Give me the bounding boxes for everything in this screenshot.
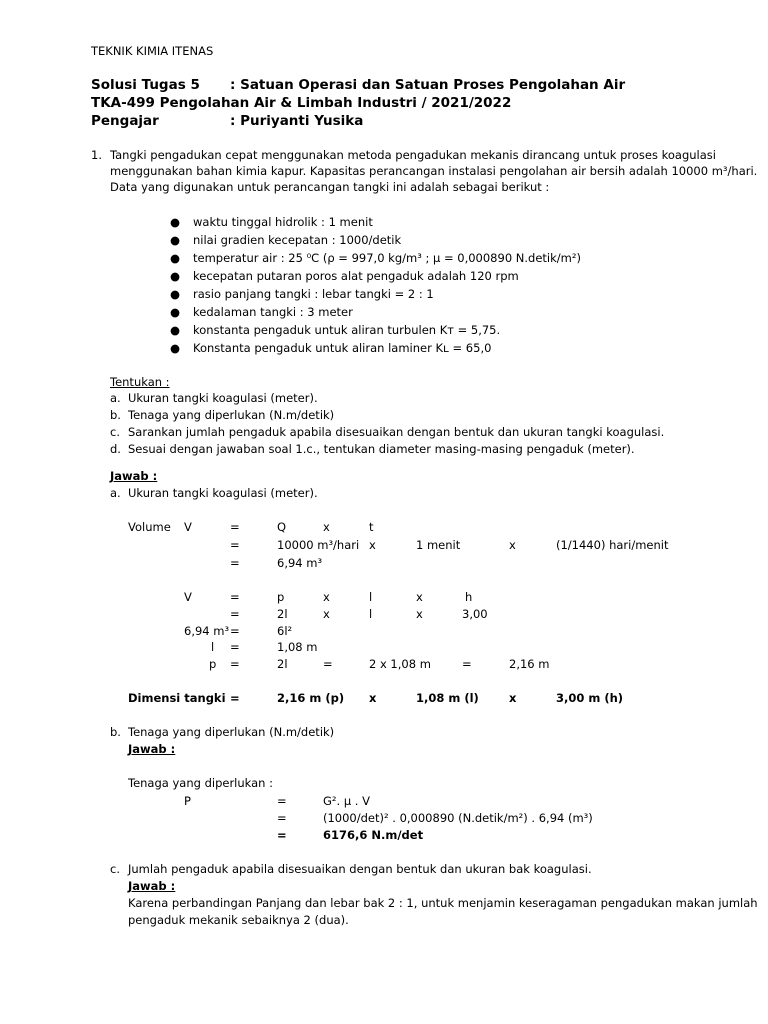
calc-value: 2 x 1,08 m xyxy=(369,657,431,671)
calc-value: 1,08 m xyxy=(277,640,318,654)
title-label: Solusi Tugas 5 xyxy=(91,77,200,93)
tentukan-item-label: b. xyxy=(110,408,121,422)
question-line-1: Tangki pengadukan cepat menggunakan metoda pengadukan mekanis dirancang untuk proses koagulasi xyxy=(110,148,716,162)
calc-equals: = xyxy=(230,657,240,671)
calc-equals: = xyxy=(230,607,240,621)
calc-operator: x xyxy=(323,520,330,534)
list-item: nilai gradien kecepatan : 1000/detik xyxy=(193,233,402,247)
answer-c-line-2: pengaduk mekanik sebaiknya 2 (dua). xyxy=(128,913,349,927)
list-item: Konstanta pengaduk untuk aliran laminer Kʟ = 65,0 xyxy=(193,341,492,355)
calc-symbol: l xyxy=(369,590,373,604)
tentukan-item: Ukuran tangki koagulasi (meter). xyxy=(128,391,318,405)
calc-value: 2l xyxy=(277,607,288,621)
tentukan-item: Tenaga yang diperlukan (N.m/detik) xyxy=(128,408,335,422)
tentukan-item: Sarankan jumlah pengaduk apabila disesuaikan dengan bentuk dan ukuran tangki koagulasi. xyxy=(128,425,665,439)
dimension-operator: x xyxy=(509,691,517,705)
calc-equals: = xyxy=(230,520,240,534)
tentukan-item-label: a. xyxy=(110,391,121,405)
calc-value: 6,94 m³ xyxy=(277,556,323,570)
calc-volume-label: Volume xyxy=(128,520,171,534)
answer-b-jawab: Jawab : xyxy=(128,742,176,756)
calc-equals: = xyxy=(230,590,240,604)
question-number: 1. xyxy=(91,148,102,162)
calc-symbol: p xyxy=(277,590,285,604)
calc-equals: = xyxy=(323,657,333,671)
list-item: rasio panjang tangki : lebar tangki = 2 : 1 xyxy=(193,287,434,301)
dimension-width: 1,08 m (l) xyxy=(416,691,479,705)
answer-a-label: a. xyxy=(110,486,121,500)
dimension-label: Dimensi tangki xyxy=(128,691,226,705)
list-item: kedalaman tangki : 3 meter xyxy=(193,305,353,319)
answer-c-text: Jumlah pengaduk apabila disesuaikan dengan bentuk dan ukuran bak koagulasi. xyxy=(128,862,592,876)
question-line-2: menggunakan bahan kimia kapur. Kapasitas perancangan instalasi pengolahan air bersih adalah 10000 m³/hari. xyxy=(110,164,758,178)
calc-symbol: t xyxy=(369,520,374,534)
list-item: kecepatan putaran poros alat pengaduk adalah 120 rpm xyxy=(193,269,519,283)
bullet-icon: ● xyxy=(170,233,181,247)
dimension-height: 3,00 m (h) xyxy=(556,691,624,705)
answer-b-text: Tenaga yang diperlukan (N.m/detik) xyxy=(128,725,335,739)
title-value: : Satuan Operasi dan Satuan Proses Pengolahan Air xyxy=(230,77,626,93)
tentukan-heading: Tentukan : xyxy=(110,375,170,389)
calc-symbol: l xyxy=(211,640,215,654)
calc-symbol: Q xyxy=(277,520,287,534)
calc-operator: x xyxy=(416,590,423,604)
calc-value: 2,16 m xyxy=(509,657,550,671)
answer-c-line-1: Karena perbandingan Panjang dan lebar bak 2 : 1, untuk menjamin keseragaman pengadukan makan jumlah xyxy=(128,896,758,910)
power-symbol: P xyxy=(184,794,191,808)
calc-value: (1/1440) hari/menit xyxy=(556,538,669,552)
calc-value: 6l² xyxy=(277,624,293,638)
bullet-icon: ● xyxy=(170,323,181,337)
calc-equals: = xyxy=(230,556,240,570)
dimension-length: 2,16 m (p) xyxy=(277,691,345,705)
list-item: waktu tinggal hidrolik : 1 menit xyxy=(193,215,373,229)
calc-value: 1 menit xyxy=(416,538,461,552)
calc-value: 2l xyxy=(277,657,288,671)
calc-equals: = xyxy=(230,640,240,654)
calc-symbol: V xyxy=(184,590,192,604)
bullet-icon: ● xyxy=(170,251,181,265)
tentukan-item-label: c. xyxy=(110,425,120,439)
bullet-icon: ● xyxy=(170,341,181,355)
answer-c-label: c. xyxy=(110,862,120,876)
power-intro: Tenaga yang diperlukan : xyxy=(128,776,273,790)
org-header: TEKNIK KIMIA ITENAS xyxy=(91,44,214,58)
jawab-heading: Jawab : xyxy=(110,469,158,483)
dimension-equals: = xyxy=(230,691,240,705)
tentukan-item: Sesuai dengan jawaban soal 1.c., tentukan diameter masing-masing pengaduk (meter). xyxy=(128,442,635,456)
answer-b-label: b. xyxy=(110,725,121,739)
calc-equals: = xyxy=(230,624,240,638)
power-substitution: (1000/det)² . 0,000890 (N.detik/m²) . 6,94 (m³) xyxy=(323,811,593,825)
question-line-3: Data yang digunakan untuk perancangan tangki ini adalah sebagai berikut : xyxy=(110,180,550,194)
power-equals: = xyxy=(277,811,287,825)
calc-operator: x xyxy=(509,538,516,552)
calc-equals: = xyxy=(462,657,472,671)
tentukan-item-label: d. xyxy=(110,442,121,456)
power-equals: = xyxy=(277,794,287,808)
calc-operator: x xyxy=(416,607,423,621)
lecturer-label: Pengajar xyxy=(91,113,159,129)
answer-c-jawab: Jawab : xyxy=(128,879,176,893)
course-title: TKA-499 Pengolahan Air & Limbah Industri / 2021/2022 xyxy=(91,95,512,111)
calc-symbol: p xyxy=(209,657,217,671)
calc-value: 3,00 xyxy=(462,607,488,621)
bullet-icon: ● xyxy=(170,269,181,283)
list-item: konstanta pengaduk untuk aliran turbulen Kᴛ = 5,75. xyxy=(193,323,501,337)
lecturer-value: : Puriyanti Yusika xyxy=(230,113,364,129)
power-formula: G². μ . V xyxy=(323,794,370,808)
bullet-icon: ● xyxy=(170,287,181,301)
calc-value: 10000 m³/hari xyxy=(277,538,360,552)
calc-operator: x xyxy=(369,538,376,552)
calc-symbol: h xyxy=(465,590,473,604)
power-result: 6176,6 N.m/det xyxy=(323,828,424,842)
answer-a-text: Ukuran tangki koagulasi (meter). xyxy=(128,486,318,500)
dimension-operator: x xyxy=(369,691,377,705)
calc-symbol: V xyxy=(184,520,192,534)
bullet-icon: ● xyxy=(170,305,181,319)
list-item: temperatur air : 25 ⁰C (ρ = 997,0 kg/m³ ; μ = 0,000890 N.detik/m²) xyxy=(193,251,581,265)
calc-value: 6,94 m³ xyxy=(184,624,230,638)
calc-equals: = xyxy=(230,538,240,552)
bullet-icon: ● xyxy=(170,215,181,229)
power-equals: = xyxy=(277,828,287,842)
calc-symbol: l xyxy=(369,607,373,621)
calc-operator: x xyxy=(323,590,330,604)
calc-operator: x xyxy=(323,607,330,621)
